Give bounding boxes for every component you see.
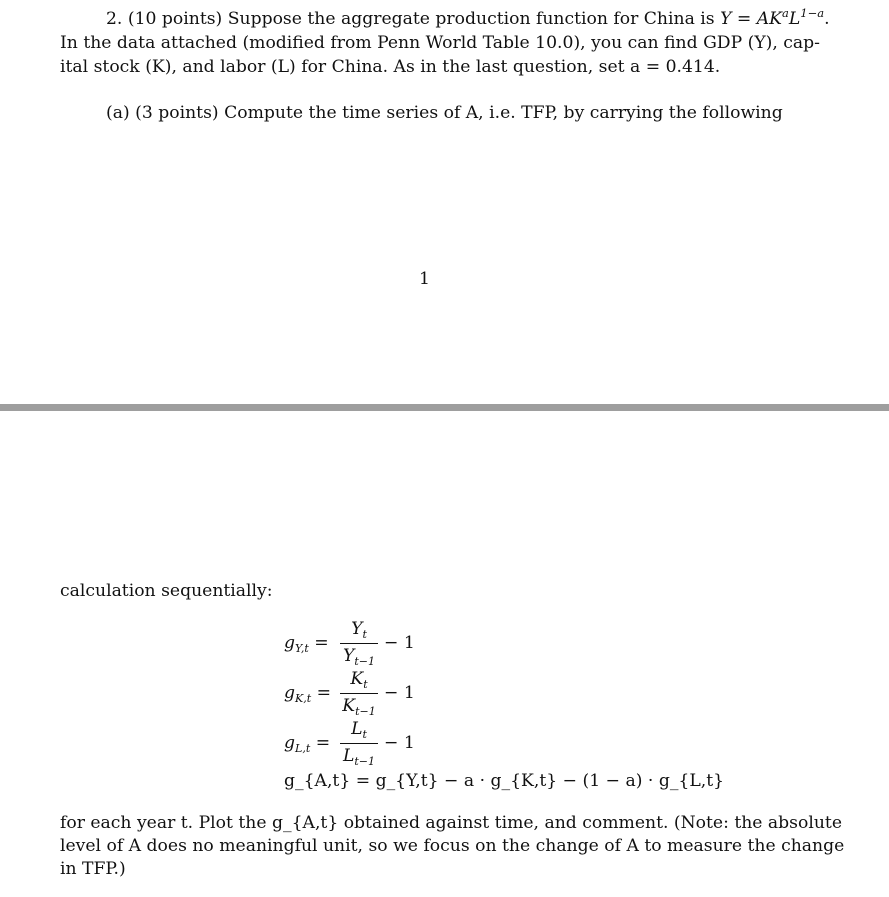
problem-line-3: ital stock (K), and labor (L) for China. As in the last question, set a = 0.414.: [60, 57, 721, 77]
page-number: 1: [419, 269, 430, 289]
gk-minus-one: − 1: [384, 683, 415, 703]
gy-fraction-bar: [340, 643, 378, 644]
part-a-text: Compute the time series of A, i.e. TFP, by carrying the following: [224, 103, 783, 123]
gy-minus-one: − 1: [384, 633, 415, 653]
gy-numerator: $Y_t$: [351, 619, 367, 641]
part-a-points: (3 points): [135, 103, 219, 123]
formula-l: L: [788, 9, 801, 29]
page-divider: [0, 404, 889, 411]
formula-l-exp: 1−a: [800, 6, 825, 20]
closing-line-2: level of A does no meaningful unit, so we focus on the change of A to measure the change: [60, 836, 845, 856]
part-a: [106, 102, 783, 126]
ga-equation: g_{A,t} = g_{Y,t} − a · g_{K,t} − (1 − a) · g_{L,t}: [284, 771, 725, 791]
closing-line-1: for each year t. Plot the g_{A,t} obtained against time, and comment. (Note: the absolute: [60, 813, 842, 833]
gk-numerator: $K_t$: [350, 669, 368, 691]
problem-line-2: In the data attached (modified from Penn World Table 10.0), you can find GDP (Y), cap-: [60, 33, 820, 53]
gy-lhs: $g_{Y,t}$ =: [284, 633, 329, 655]
formula-eq: =: [731, 9, 757, 29]
gk-lhs: $g_{K,t}$ =: [284, 683, 332, 705]
gl-lhs: $g_{L,t}$ =: [284, 733, 331, 755]
gk-denominator: $K_{t-1}$: [342, 696, 376, 718]
formula-k: K: [769, 9, 783, 29]
continuation-text: calculation sequentially:: [60, 581, 273, 601]
problem-header: [106, 8, 830, 33]
problem-intro: Suppose the aggregate production function for China is: [227, 9, 715, 29]
formula-k-exp: a: [782, 6, 789, 20]
problem-number: 2.: [106, 9, 123, 29]
gl-denominator: $L_{t-1}$: [342, 746, 376, 768]
gk-fraction-bar: [340, 693, 378, 694]
gl-fraction-bar: [340, 743, 378, 744]
formula-y: Y: [720, 9, 732, 29]
closing-line-3: in TFP.): [60, 859, 126, 879]
production-function: $Y = AK^aL^{1-a}$.: [720, 6, 830, 29]
gl-numerator: $L_t$: [351, 719, 367, 741]
part-a-label: (a): [106, 103, 130, 123]
formula-a: A: [756, 9, 770, 29]
problem-points: (10 points): [127, 9, 223, 29]
gy-denominator: $Y_{t-1}$: [343, 646, 375, 668]
gl-minus-one: − 1: [384, 733, 415, 753]
